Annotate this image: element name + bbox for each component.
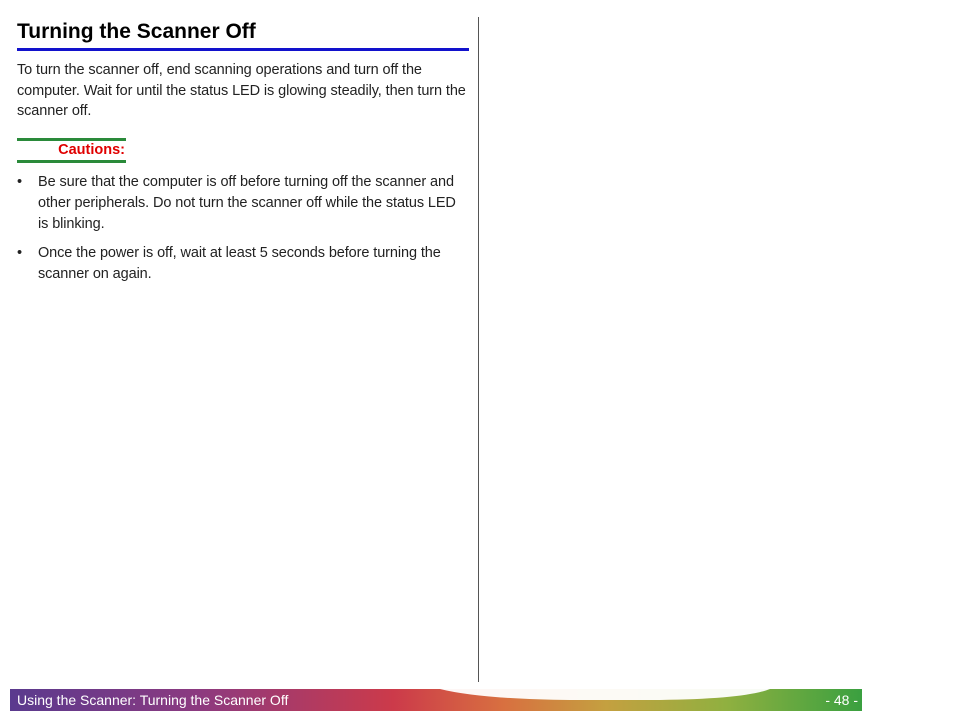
caution-text: Be sure that the computer is off before turning off the scanner and other peripherals. Do not turn the scanner off while the status LED is blinking. xyxy=(38,173,456,232)
column-divider xyxy=(478,17,479,682)
cautions-label: Cautions: xyxy=(58,141,125,158)
intro-paragraph: To turn the scanner off, end scanning operations and turn off the computer. Wait for until the status LED is glowing steadily, then turn the scanner off. xyxy=(17,62,466,119)
bullet-icon: • xyxy=(17,173,22,190)
cautions-heading xyxy=(17,138,126,163)
cautions-list xyxy=(17,172,469,285)
page-title: Turning the Scanner Off xyxy=(17,18,469,51)
caution-item xyxy=(17,243,469,285)
footer-breadcrumb: Using the Scanner: Turning the Scanner Off xyxy=(17,692,289,708)
caution-item xyxy=(17,172,469,235)
bullet-icon: • xyxy=(17,244,22,261)
content-column xyxy=(17,18,469,293)
caution-text: Once the power is off, wait at least 5 seconds before turning the scanner on again. xyxy=(38,244,441,282)
footer-bar xyxy=(10,689,862,711)
page-number: - 48 - xyxy=(825,692,858,708)
